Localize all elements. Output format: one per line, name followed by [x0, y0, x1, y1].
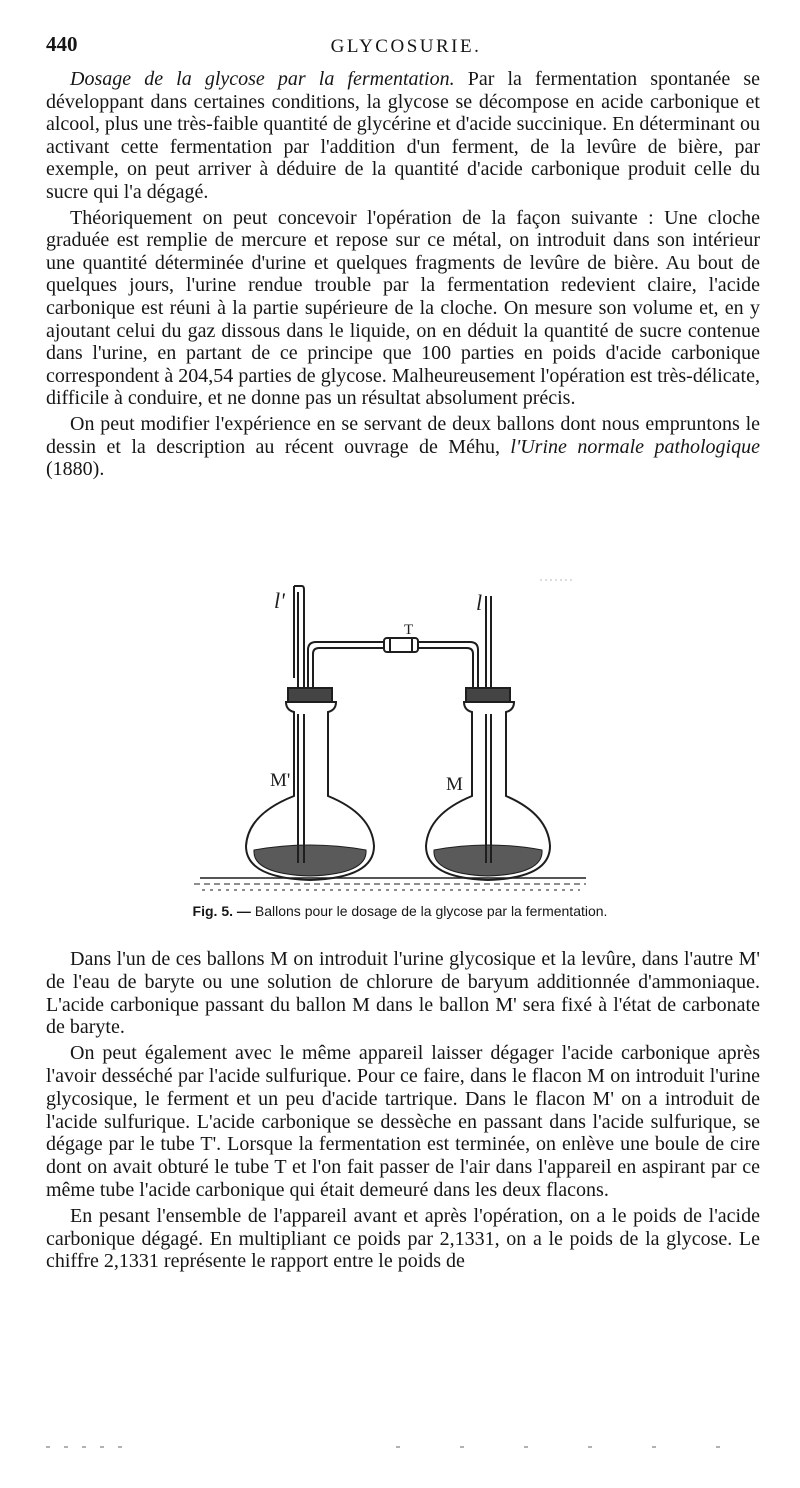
paragraph-dosage	[46, 68, 760, 204]
caption-label: Fig. 5. —	[192, 903, 251, 919]
label-tube-left: l'	[274, 588, 285, 613]
section-lead: Dosage de la glycose par la fermentation.	[70, 68, 455, 90]
paragraph-text: On peut modifier l'expérience en se servant de deux ballons dont nous empruntons le dessin et la description au récent ouvrage de Méhu,	[46, 412, 760, 458]
paragraph-dessechement	[46, 1042, 760, 1202]
paragraph-theorie	[46, 207, 760, 410]
bottom-scan-marks	[46, 1442, 756, 1452]
paragraph-text: En pesant l'ensemble de l'appareil avant et après l'opération, on a le poids de l'acide carbonique dégagé. En multipliant ce poids par 2,1331, on a le poids de la glycose. Le chiffre 2,1331 représente le rapport entre le poids de	[46, 1204, 760, 1273]
body-text-top	[46, 68, 760, 484]
label-tube-t: T	[404, 622, 414, 638]
body-text-bottom	[46, 948, 760, 1276]
paragraph-text: Dans l'un de ces ballons M on introduit l'urine glycosique et la levûre, dans l'autre M' de l'eau de baryte ou une solution de chlorure de baryum additionnée d'ammoniaque. L'acide carbonique passant du ballon M dans le ballon M' sera fixé à l'état de carbonate de baryte.	[46, 948, 760, 1039]
book-title: l'Urine normale pathologique	[510, 435, 760, 458]
page-header	[46, 32, 766, 60]
paragraph-tail: (1880).	[46, 458, 105, 481]
paragraph-modifier	[46, 413, 760, 481]
paragraph-text: On peut également avec le même appareil laisser dégager l'acide carbonique après l'avoir desséché par l'acide sulfurique. Pour ce faire, dans le flacon M on introduit l'urine glycosique, le ferment et un peu d'acide tartrique. Dans le flacon M' on a introduit de l'acide sulfurique. L'acide carbonique se dessèche en passant dans l'acide sulfurique, se dégage par le tube T'. Lorsque la fermentation est terminée, on enlève une boule de cire dont on avait obturé le tube T et l'on fait passer de l'air dans l'appareil en aspirant par ce même tube l'acide carbonique qui était demeuré dans les deux flacons.	[46, 1042, 760, 1201]
paragraph-text: Théoriquement on peut concevoir l'opération de la façon suivante : Une cloche graduée est remplie de mercure et repose sur ce métal, on introduit dans son intérieur une quantité déterminée d'urine et quelques fragments de levûre de bière. Au bout de quelques jours, l'urine rendue trouble par la fermentation redevient claire, l'acide carbonique est réuni à la partie supérieure de la cloche. On mesure son volume et, en y ajoutant celui du gaz dissous dans le liquide, on en déduit la quantité de sucre contenue dans l'urine, en partant de ce principe que 100 parties en poids d'acide carbonique correspondent à 204,54 parties de glycose. Malheureusement l'opération est très-délicate, difficile à conduire, et ne donne pas un résultat absolument précis.	[46, 206, 760, 410]
caption-text: Ballons pour le dosage de la glycose par la fermentation.	[254, 903, 608, 919]
stopper-right	[466, 688, 510, 702]
running-title: GLYCOSURIE.	[330, 36, 482, 57]
figure-caption	[0, 903, 800, 919]
apparatus-illustration	[190, 578, 590, 896]
label-flask-right: M	[446, 774, 463, 795]
paragraph-pesee	[46, 1205, 760, 1273]
label-tube-right: l	[476, 590, 483, 615]
stopper-left	[288, 688, 332, 702]
paragraph-text: Par la fermentation spontanée se développant dans certaines conditions, la glycose se décompose en acide carbonique et alcool, plus une très-faible quantité de glycérine et d'acide succinique. En déterminant ou activant cette fermentation par l'addition d'un ferment, de la levûre de bière, par exemple, on peut arriver à déduire de la quantité d'acide carbonique produit celle du sucre qui l'a dégagé.	[46, 68, 760, 203]
page-number: 440	[46, 32, 78, 56]
label-flask-left: M'	[270, 770, 291, 791]
paragraph-ballons	[46, 948, 760, 1039]
figure-apparatus	[190, 578, 590, 896]
